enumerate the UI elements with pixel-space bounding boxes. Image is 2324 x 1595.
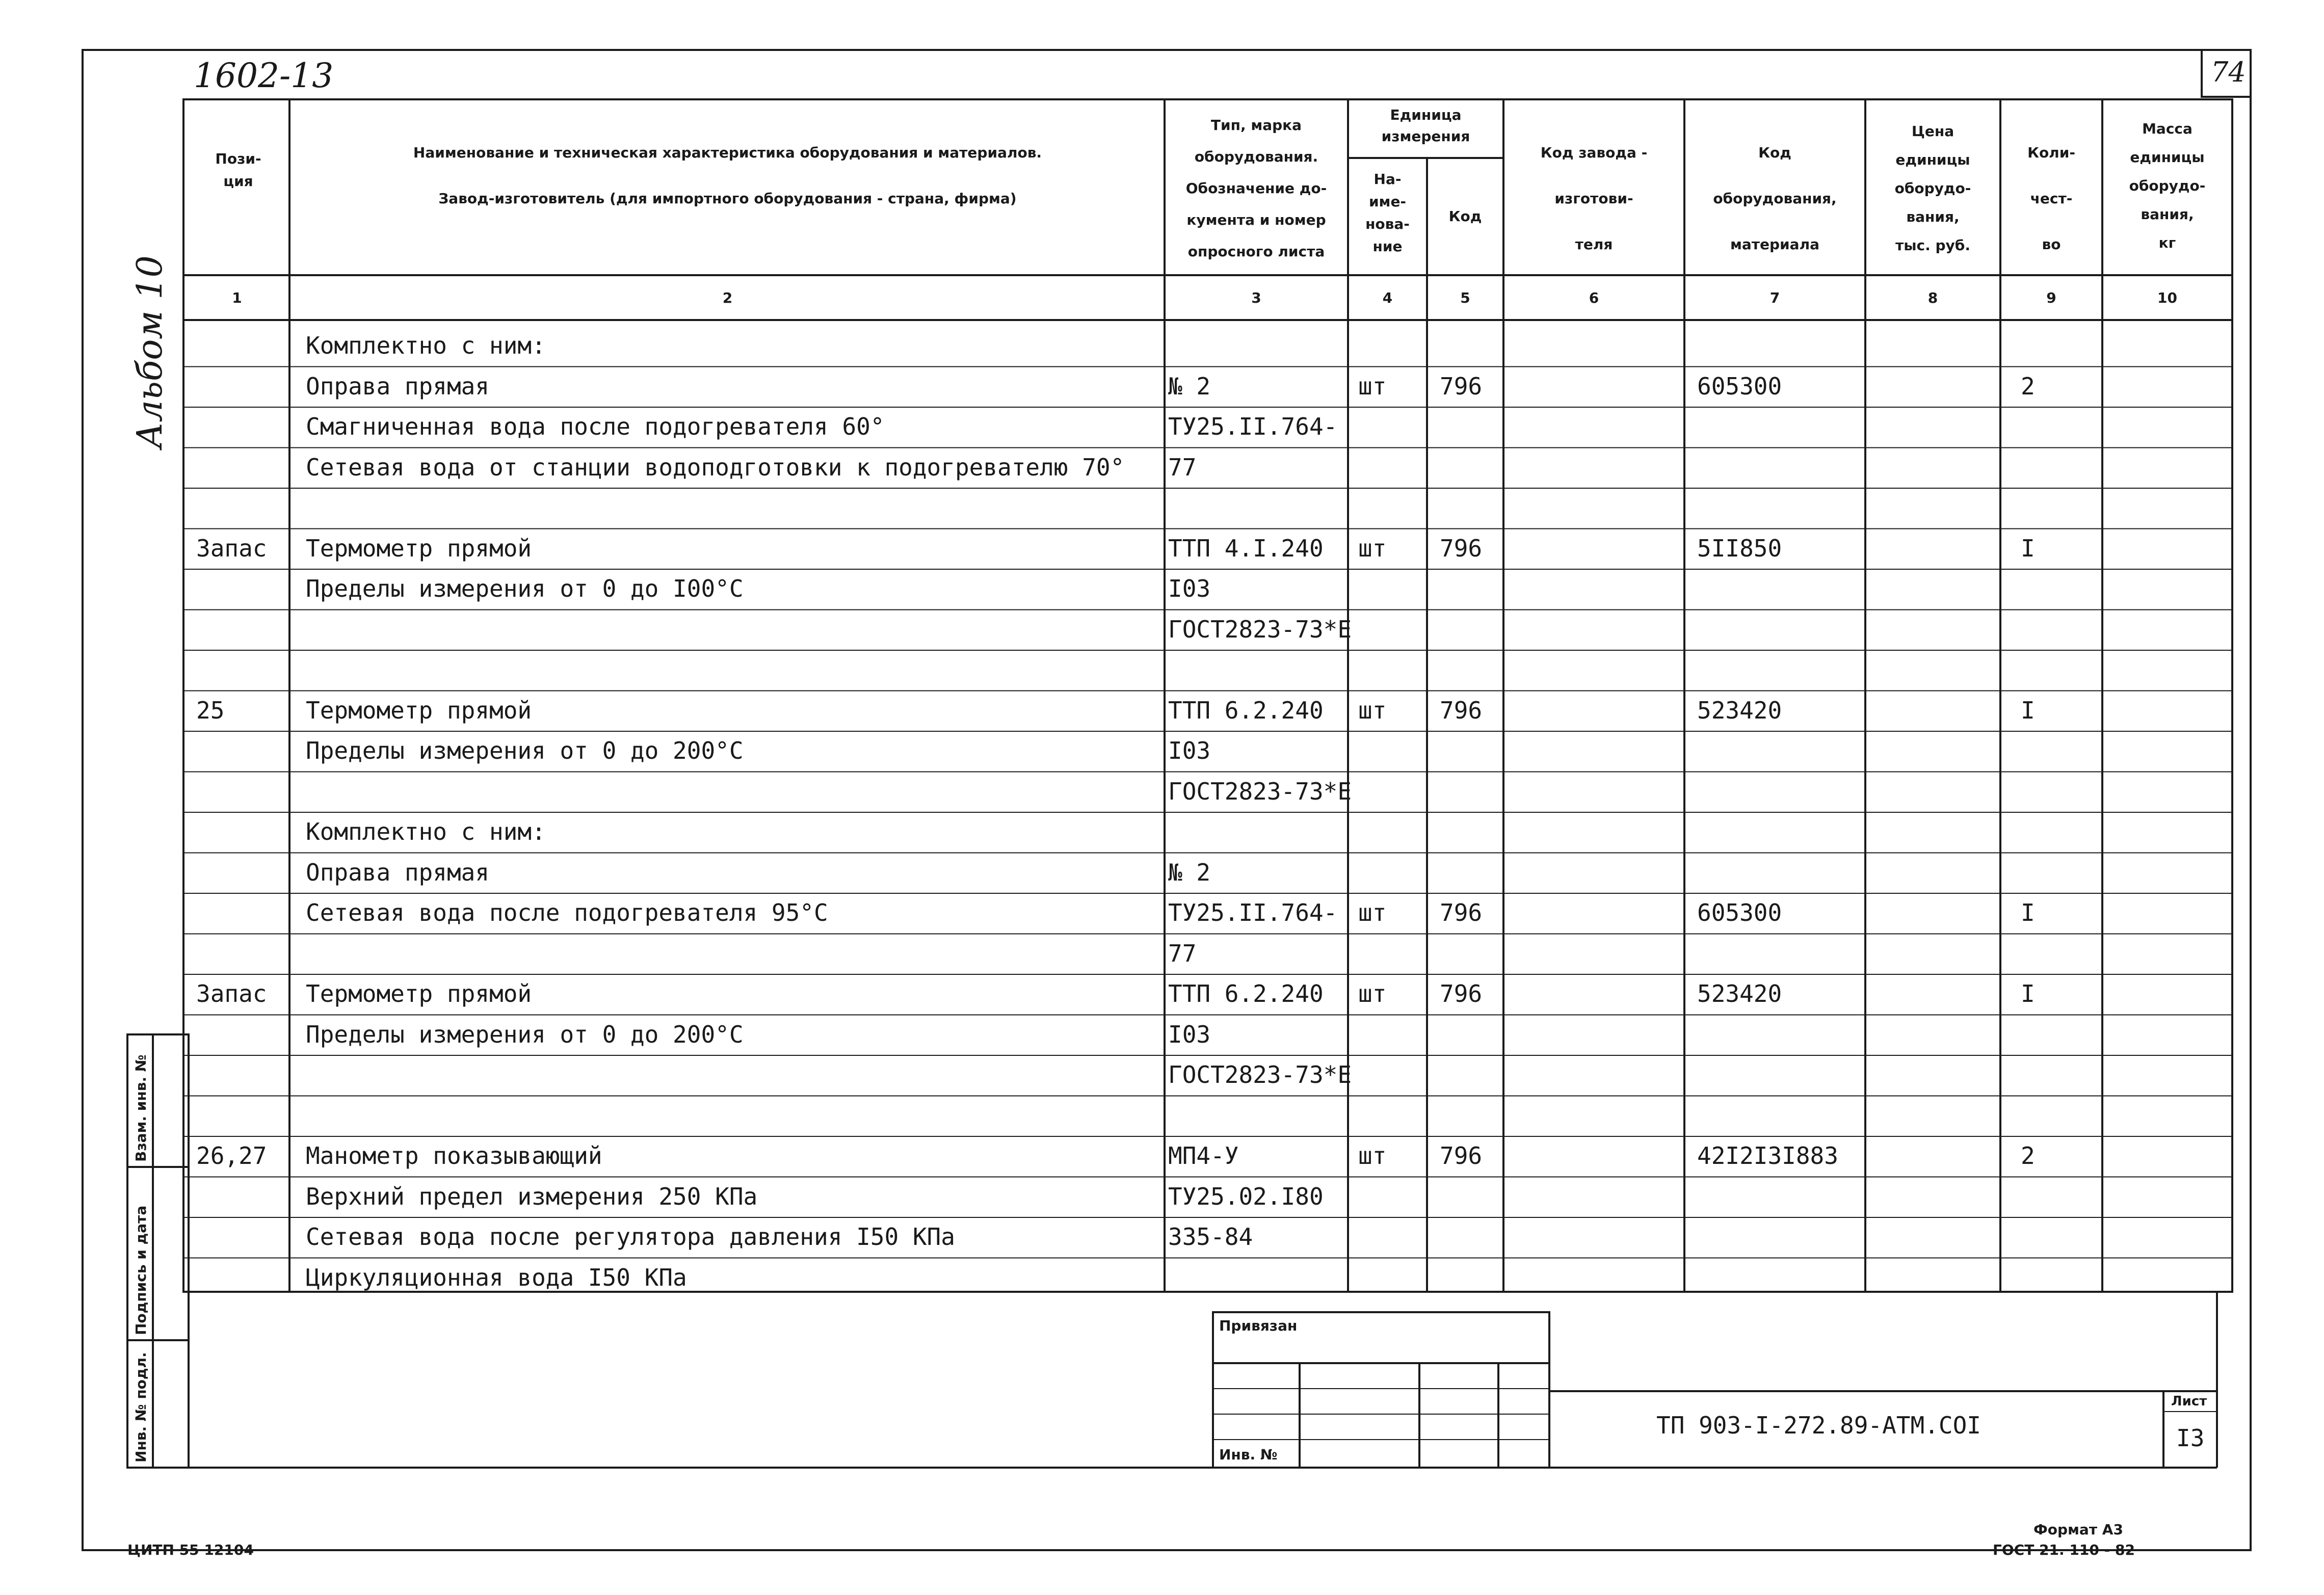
- cell-type: 77: [1168, 453, 1197, 481]
- cell-unit-code: 796: [1440, 372, 1483, 400]
- col-header-unit-code: Код: [1448, 208, 1482, 225]
- cell-type: ТУ25.II.764-: [1168, 899, 1338, 926]
- cell-type: ГОСТ2823-73*Е: [1168, 777, 1352, 805]
- sheet-corner-number: 74: [2211, 56, 2246, 88]
- cell-type: ТУ25.II.764-: [1168, 413, 1338, 440]
- cell-name: Термометр прямой: [306, 980, 532, 1007]
- cell-quantity: I: [2021, 980, 2035, 1007]
- col-number: 9: [2046, 289, 2056, 306]
- cell-unit-code: 796: [1440, 899, 1483, 926]
- cell-name: Сетевая вода после подогревателя 95°C: [306, 899, 828, 926]
- cell-type: 335-84: [1168, 1223, 1253, 1251]
- cell-type: ТТП 4.I.240: [1168, 534, 1324, 562]
- cell-type: № 2: [1168, 372, 1211, 400]
- col-number: 1: [232, 289, 242, 306]
- cell-quantity: 2: [2021, 1142, 2035, 1169]
- cell-name: Смагниченная вода после подогревателя 60°: [306, 413, 885, 440]
- sheet-number: I3: [2176, 1424, 2205, 1452]
- col-header-mass: Масса единицы оборудо- вания, кг: [2129, 120, 2206, 251]
- cell-equipment-code: 523420: [1697, 980, 1782, 1007]
- cell-equipment-code: 605300: [1697, 372, 1782, 400]
- cell-name: Пределы измерения от 0 до I00°C: [306, 575, 744, 602]
- cell-unit: шт: [1358, 696, 1387, 724]
- col-number: 3: [1251, 289, 1261, 306]
- cell-quantity: I: [2021, 696, 2035, 724]
- side-stamp-podpis: Подпись и дата: [133, 1205, 149, 1335]
- cell-name: Пределы измерения от 0 до 200°C: [306, 737, 744, 764]
- col-number: 5: [1460, 289, 1470, 306]
- cell-name: Пределы измерения от 0 до 200°C: [306, 1020, 744, 1048]
- cell-type: № 2: [1168, 858, 1211, 886]
- cell-equipment-code: 605300: [1697, 899, 1782, 926]
- cell-equipment-code: 523420: [1697, 696, 1782, 724]
- cell-name: Комплектно с ним:: [306, 818, 546, 845]
- doc-code: ТП 903-I-272.89-АТМ.СОI: [1656, 1412, 1981, 1439]
- cell-name: Верхний предел измерения 250 КПа: [306, 1182, 758, 1210]
- footer-format: Формат А3: [2034, 1521, 2123, 1538]
- cell-unit: шт: [1358, 980, 1387, 1007]
- col-number: 2: [722, 289, 733, 306]
- cell-type: ТТП 6.2.240: [1168, 980, 1324, 1007]
- footer-gost: ГОСТ 21. 110 - 82: [1993, 1541, 2135, 1558]
- doc-number: 1602-13: [194, 56, 334, 95]
- sheet-label: Лист: [2171, 1394, 2207, 1409]
- cell-quantity: 2: [2021, 372, 2035, 400]
- cell-unit-code: 796: [1440, 1142, 1483, 1169]
- cell-position: Запас: [196, 534, 267, 562]
- cell-equipment-code: 5II850: [1697, 534, 1782, 562]
- side-stamp-vzam: Взам. инв. №: [133, 1054, 149, 1162]
- col-header-quantity: Коли- чест- во: [2027, 144, 2075, 253]
- col-number: 10: [2157, 289, 2177, 306]
- cell-unit: шт: [1358, 899, 1387, 926]
- cell-name: Термометр прямой: [306, 534, 532, 562]
- album-label: Альбом 10: [130, 255, 170, 448]
- cell-name: Термометр прямой: [306, 696, 532, 724]
- cell-name: Манометр показывающий: [306, 1142, 602, 1169]
- col-header-position: Пози- ция: [215, 150, 261, 190]
- privyazan-label: Привязан: [1219, 1317, 1298, 1334]
- cell-position: 26,27: [196, 1142, 267, 1169]
- cell-unit: шт: [1358, 372, 1387, 400]
- footer-left: ЦИТП 55 12104: [127, 1541, 254, 1558]
- col-header-unit-group: Единица измерения: [1381, 107, 1470, 145]
- col-header-price: Цена единицы оборудо- вания, тыс. руб.: [1894, 123, 1971, 254]
- col-number: 7: [1770, 289, 1780, 306]
- cell-quantity: I: [2021, 899, 2035, 926]
- inv-no-label: Инв. №: [1219, 1446, 1278, 1463]
- cell-unit: шт: [1358, 534, 1387, 562]
- cell-type: 77: [1168, 939, 1197, 967]
- col-header-name-line2: Завод-изготовитель (для импортного оборудования - страна, фирма): [438, 190, 1017, 207]
- cell-name: Оправа прямая: [306, 372, 490, 400]
- col-number: 8: [1927, 289, 1938, 306]
- cell-type: I03: [1168, 1020, 1211, 1048]
- cell-type: ГОСТ2823-73*Е: [1168, 1061, 1352, 1088]
- cell-name: Сетевая вода от станции водоподготовки к подогревателю 70°: [306, 453, 1125, 481]
- cell-type: МП4-У: [1168, 1142, 1239, 1169]
- col-number: 4: [1382, 289, 1393, 306]
- cell-unit-code: 796: [1440, 534, 1483, 562]
- col-header-manufacturer-code: Код завода - изготови- теля: [1540, 144, 1648, 253]
- cell-name: Комплектно с ним:: [306, 332, 546, 359]
- col-header-unit-name: На- име- нова- ние: [1365, 171, 1410, 255]
- cell-unit-code: 796: [1440, 980, 1483, 1007]
- cell-name: Сетевая вода после регулятора давления I50 КПа: [306, 1223, 955, 1251]
- col-header-equipment-code: Код оборудования, материала: [1713, 144, 1837, 253]
- cell-position: Запас: [196, 980, 267, 1007]
- cell-equipment-code: 42I2I3I883: [1697, 1142, 1838, 1169]
- col-number: 6: [1589, 289, 1599, 306]
- cell-type: ТТП 6.2.240: [1168, 696, 1324, 724]
- cell-unit: шт: [1358, 1142, 1387, 1169]
- cell-type: ГОСТ2823-73*Е: [1168, 615, 1352, 643]
- col-header-name-line1: Наименование и техническая характеристика оборудования и материалов.: [413, 144, 1042, 161]
- cell-type: ТУ25.02.I80: [1168, 1182, 1324, 1210]
- side-stamp-inv: Инв. № подл.: [133, 1352, 149, 1463]
- col-header-type: Тип, марка оборудования. Обозначение до- кумента и номер опросного листа: [1185, 117, 1327, 260]
- cell-type: I03: [1168, 737, 1211, 764]
- cell-quantity: I: [2021, 534, 2035, 562]
- cell-unit-code: 796: [1440, 696, 1483, 724]
- cell-position: 25: [196, 696, 225, 724]
- cell-name: Циркуляционная вода I50 КПа: [306, 1263, 687, 1291]
- cell-name: Оправа прямая: [306, 858, 490, 886]
- cell-type: I03: [1168, 575, 1211, 602]
